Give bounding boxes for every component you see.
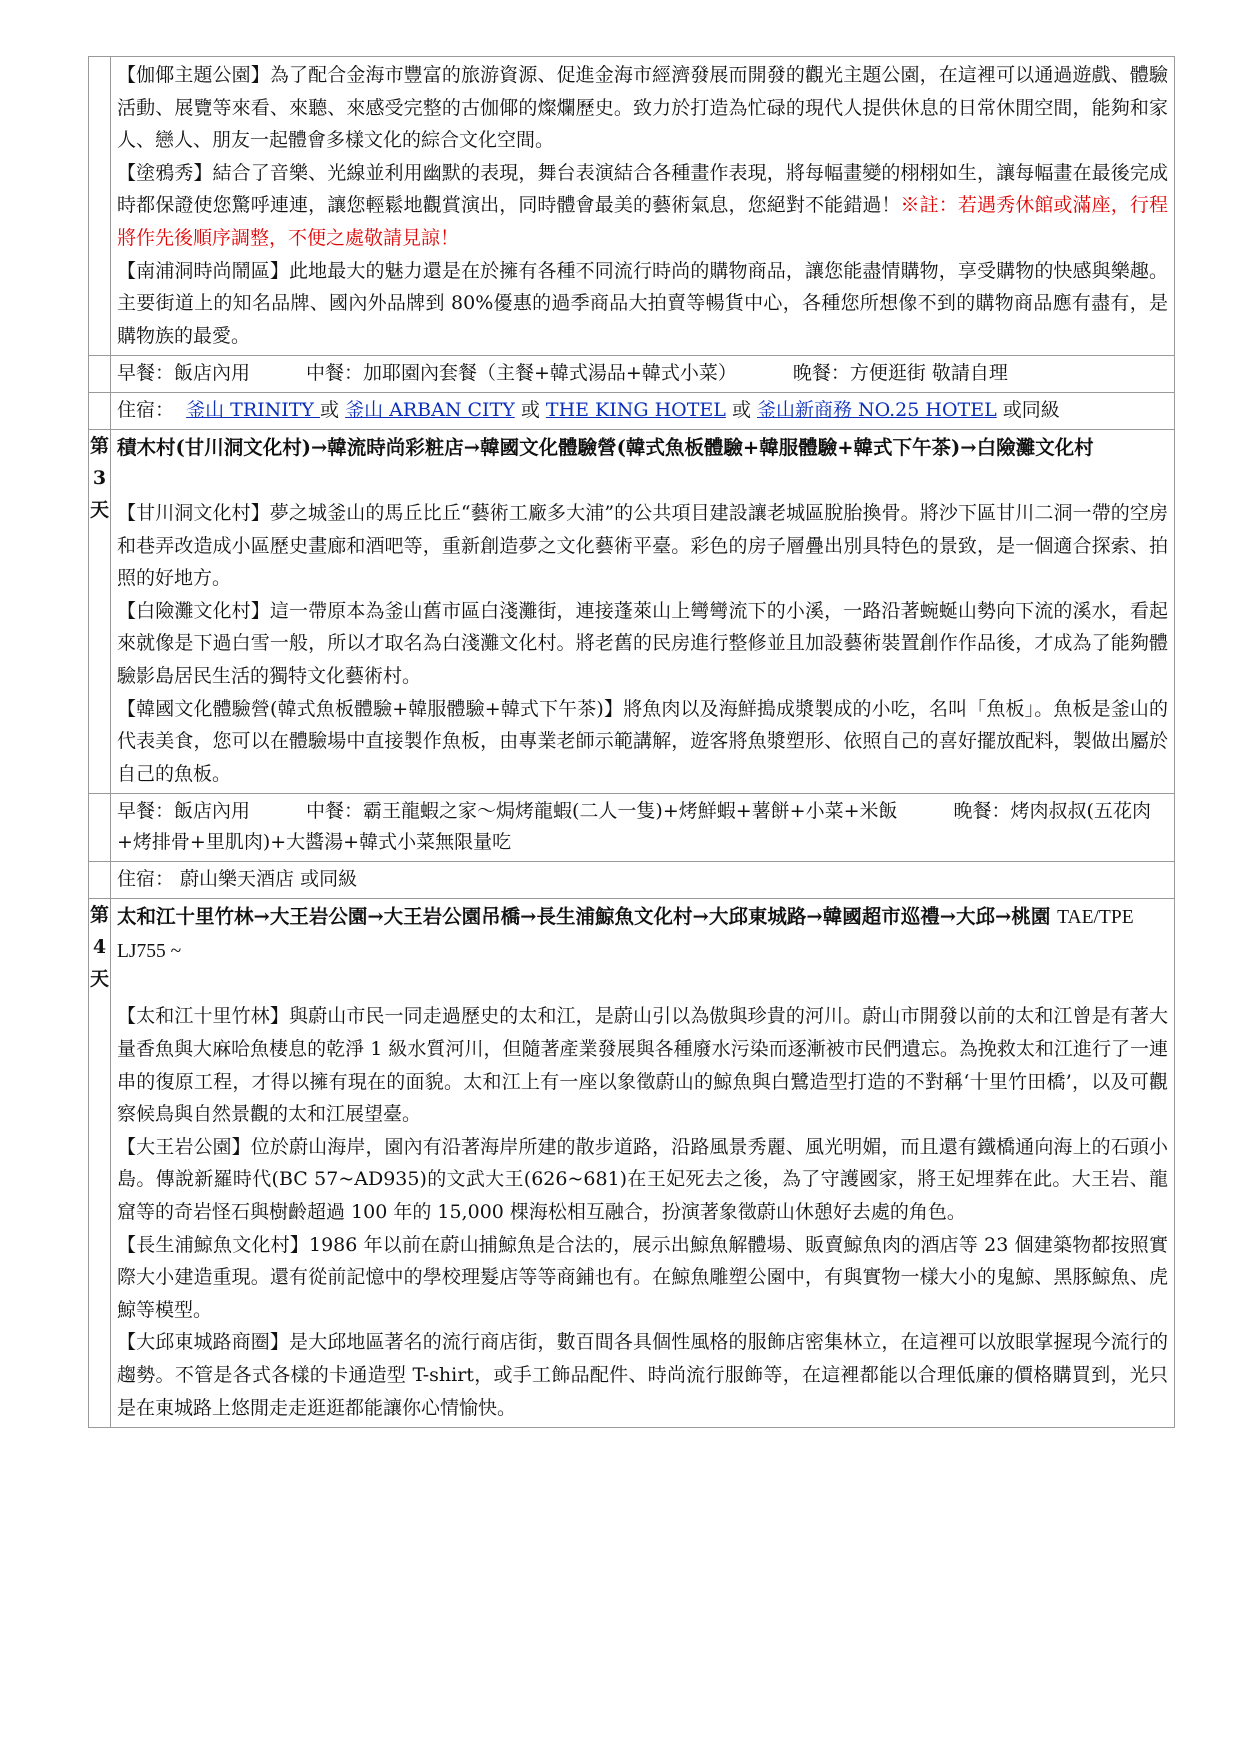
day3-meals-cell bbox=[111, 794, 1175, 862]
day3-meals-label-cell bbox=[89, 794, 111, 862]
itinerary-sheet bbox=[88, 56, 1175, 1428]
day4-label bbox=[89, 899, 111, 1428]
day2-meals-row bbox=[89, 356, 1175, 393]
schedule-note: ※註：若遇秀休館或滿座，行程將作先後順序調整，不便之處敬請見諒！ bbox=[117, 194, 1168, 249]
or-separator: 或 bbox=[520, 399, 540, 422]
day2-breakfast: 早餐：飯店內用 bbox=[117, 362, 251, 385]
day2-meals-cell bbox=[111, 356, 1175, 393]
day3-stay: 住宿： 蔚山樂天酒店 或同級 bbox=[117, 868, 358, 891]
daewangam-paragraph: 【大王岩公園】位於蔚山海岸，園內有沿著海岸所建的散步道路，沿路風景秀麗、風光明媚，而且還有鐵橋通向海上的石頭小島。傳說新羅時代(BC 57~AD935)的文武大王(626~681)在王妃死去之後，為了守護國家，將王妃埋葬在此。大王岩、龍窟等的奇岩怪石與樹齡超過 100 年的 15,000 棵海松相互融合，扮演著象徵蔚山休憩好去處的角色。 bbox=[117, 1135, 1168, 1224]
spacer bbox=[117, 968, 1168, 1000]
day-label-number: 3 bbox=[92, 467, 107, 490]
day4-route-text: 太和江十里竹林→大王岩公園→大王岩公園吊橋→長生浦鯨魚文化村→大邱東城路→韓國超市巡禮→大邱→桃園 bbox=[117, 905, 1051, 929]
spacer bbox=[117, 465, 1168, 497]
day4-route bbox=[117, 901, 1168, 968]
hotel-link-trinity[interactable]: 釜山 TRINITY bbox=[186, 399, 321, 422]
jangsaengpo-paragraph: 【長生浦鯨魚文化村】1986 年以前在蔚山捕鯨魚是合法的，展示出鯨魚解體場、販賣鯨魚肉的酒店等 23 個建築物都按照實際大小建造重現。還有從前記憶中的學校理髮店等等商鋪也有。在鯨魚雕塑公園中，有與實物一樣大小的鬼鯨、黑豚鯨魚、虎鯨等模型。 bbox=[117, 1233, 1168, 1321]
day4-main-row bbox=[89, 899, 1175, 1428]
day4-content-cell bbox=[111, 899, 1175, 1428]
day2-meals-label-cell bbox=[89, 356, 111, 393]
day3-stay-row bbox=[89, 862, 1175, 899]
stay-label: 住宿： bbox=[117, 399, 175, 422]
day3-main-row bbox=[89, 430, 1175, 794]
day2-stay-label-cell bbox=[89, 393, 111, 430]
culture-camp-paragraph: 【韓國文化體驗營(韓式魚板體驗+韓服體驗+韓式下午茶)】將魚肉以及海鮮搗成漿製成的小吃，名叫「魚板」。魚板是釜山的代表美食，您可以在體驗場中直接製作魚板，由專業老師示範講解，遊客將魚漿塑形、依照自己的喜好擺放配料，製做出屬於自己的魚板。 bbox=[117, 697, 1168, 785]
day-label-number: 4 bbox=[92, 936, 107, 959]
day3-dinner: 晚餐：烤肉叔叔(五花肉+烤排骨+里肌肉)+大醬湯+韓式小菜無限量吃 bbox=[117, 800, 1151, 854]
taehwa-river-paragraph: 【太和江十里竹林】與蔚山市民一同走過歷史的太和江，是蔚山引以為傲與珍貴的河川。蔚山市開發以前的太和江曾是有著大量香魚與大麻哈魚棲息的乾淨 1 級水質河川，但隨著產業發展與各種廢水污染而逐漸被市民們遺忘。為挽救太和江進行了一連串的復原工程，才得以擁有現在的面貌。太和江上有一座以象徵蔚山的鯨魚與白鷺造型打造的不對稱‘十里竹田橋’，以及可觀察候鳥與自然景觀的太和江展望臺。 bbox=[117, 1005, 1168, 1126]
hotel-link-no25[interactable]: 釜山新商務 NO.25 HOTEL bbox=[757, 399, 997, 422]
graffiti-show-paragraph bbox=[117, 157, 1168, 255]
day3-breakfast: 早餐：飯店內用 bbox=[117, 800, 251, 823]
day2-attractions-row bbox=[89, 57, 1175, 356]
or-separator: 或 bbox=[320, 399, 340, 422]
day-label-char: 第 bbox=[89, 904, 109, 927]
gamcheon-paragraph: 【甘川洞文化村】夢之城釜山的馬丘比丘“藝術工廠多大浦”的公共項目建設讓老城區脫胎換骨。將沙下區甘川二洞一帶的空房和巷弄改造成小區歷史畫廊和酒吧等，重新創造夢之文化藝術平臺。彩色的房子層疊出別具特色的景致，是一個適合探索、拍照的好地方。 bbox=[117, 501, 1168, 590]
day2-stay-cell bbox=[111, 393, 1175, 430]
day3-stay-label-cell bbox=[89, 862, 111, 899]
gaya-theme-park-paragraph: 【伽倻主題公園】為了配合金海市豐富的旅游資源、促進金海市經濟發展而開發的觀光主題公園，在這裡可以通過遊戲、體驗活動、展覽等來看、來聽、來感受完整的古伽倻的燦爛歷史。致力於打造為忙碌的現代人提供休息的日常休閒空間，能夠和家人、戀人、朋友一起體會多樣文化的綜合文化空間。 bbox=[117, 64, 1168, 152]
day3-label bbox=[89, 430, 111, 794]
day3-route: 積木村(甘川洞文化村)→韓流時尚彩粧店→韓國文化體驗營(韓式魚板體驗+韓服體驗+韓式下午茶)→白險灘文化村 bbox=[117, 436, 1094, 460]
day2-label-cell bbox=[89, 57, 111, 356]
day3-content-cell bbox=[111, 430, 1175, 794]
or-equivalent: 或同級 bbox=[1002, 399, 1060, 422]
hotel-link-arban-city[interactable]: 釜山 ARBAN CITY bbox=[345, 399, 515, 422]
day-label-char: 天 bbox=[89, 499, 109, 522]
hotel-link-the-king[interactable]: THE KING HOTEL bbox=[545, 399, 726, 422]
day2-stay-row bbox=[89, 393, 1175, 430]
itinerary-table bbox=[88, 56, 1175, 1428]
nampo-dong-paragraph: 【南浦洞時尚鬧區】此地最大的魅力還是在於擁有各種不同流行時尚的購物商品，讓您能盡情購物，享受購物的快感與樂趣。主要街道上的知名品牌、國內外品牌到 80%優惠的過季商品大拍賣等暢貨中心，各種您所想像不到的購物商品應有盡有，是購物族的最愛。 bbox=[117, 259, 1168, 347]
day-label-char: 天 bbox=[89, 968, 109, 991]
day3-stay-cell bbox=[111, 862, 1175, 899]
flight-code: TAE/TPE LJ755 ~ bbox=[117, 907, 1134, 962]
day2-dinner: 晚餐：方便逛街 敬請自理 bbox=[792, 362, 1008, 385]
day-label-char: 第 bbox=[89, 435, 109, 458]
graffiti-show-text: 【塗鴉秀】結合了音樂、光線並利用幽默的表現，舞台表演結合各種畫作表現，將每幅畫變的栩栩如生，讓每幅畫在最後完成時都保證使您驚呼連連，讓您輕鬆地觀賞演出，同時體會最美的藝術氣息，您絕對不能錯過！ bbox=[117, 161, 1168, 217]
day3-lunch: 中餐：霸王龍蝦之家～焗烤龍蝦(二人一隻)+烤鮮蝦+薯餅+小菜+米飯 bbox=[306, 800, 898, 823]
day3-meals-row bbox=[89, 794, 1175, 862]
day2-lunch: 中餐：加耶園內套餐（主餐+韓式湯品+韓式小菜） bbox=[306, 362, 737, 385]
day2-attractions-cell bbox=[111, 57, 1175, 356]
or-separator: 或 bbox=[731, 399, 751, 422]
dongseong-ro-paragraph: 【大邱東城路商圈】是大邱地區著名的流行商店街，數百間各具個性風格的服飾店密集林立，在這裡可以放眼掌握現今流行的趨勢。不管是各式各樣的卡通造型 T-shirt，或手工飾品配件、時尚流行服飾等，在這裡都能以合理低廉的價格購買到，光只是在東城路上悠閒走走逛逛都能讓你心情愉快。 bbox=[117, 1331, 1168, 1419]
huinnyeoul-paragraph: 【白險灘文化村】這一帶原本為釜山舊市區白淺灘街，連接蓬萊山上彎彎流下的小溪，一路沿著蜿蜒山勢向下流的溪水，看起來就像是下過白雪一般，所以才取名為白淺灘文化村。將老舊的民房進行整修並且加設藝術裝置創作作品後，才成為了能夠體驗影島居民生活的獨特文化藝術村。 bbox=[117, 599, 1168, 687]
